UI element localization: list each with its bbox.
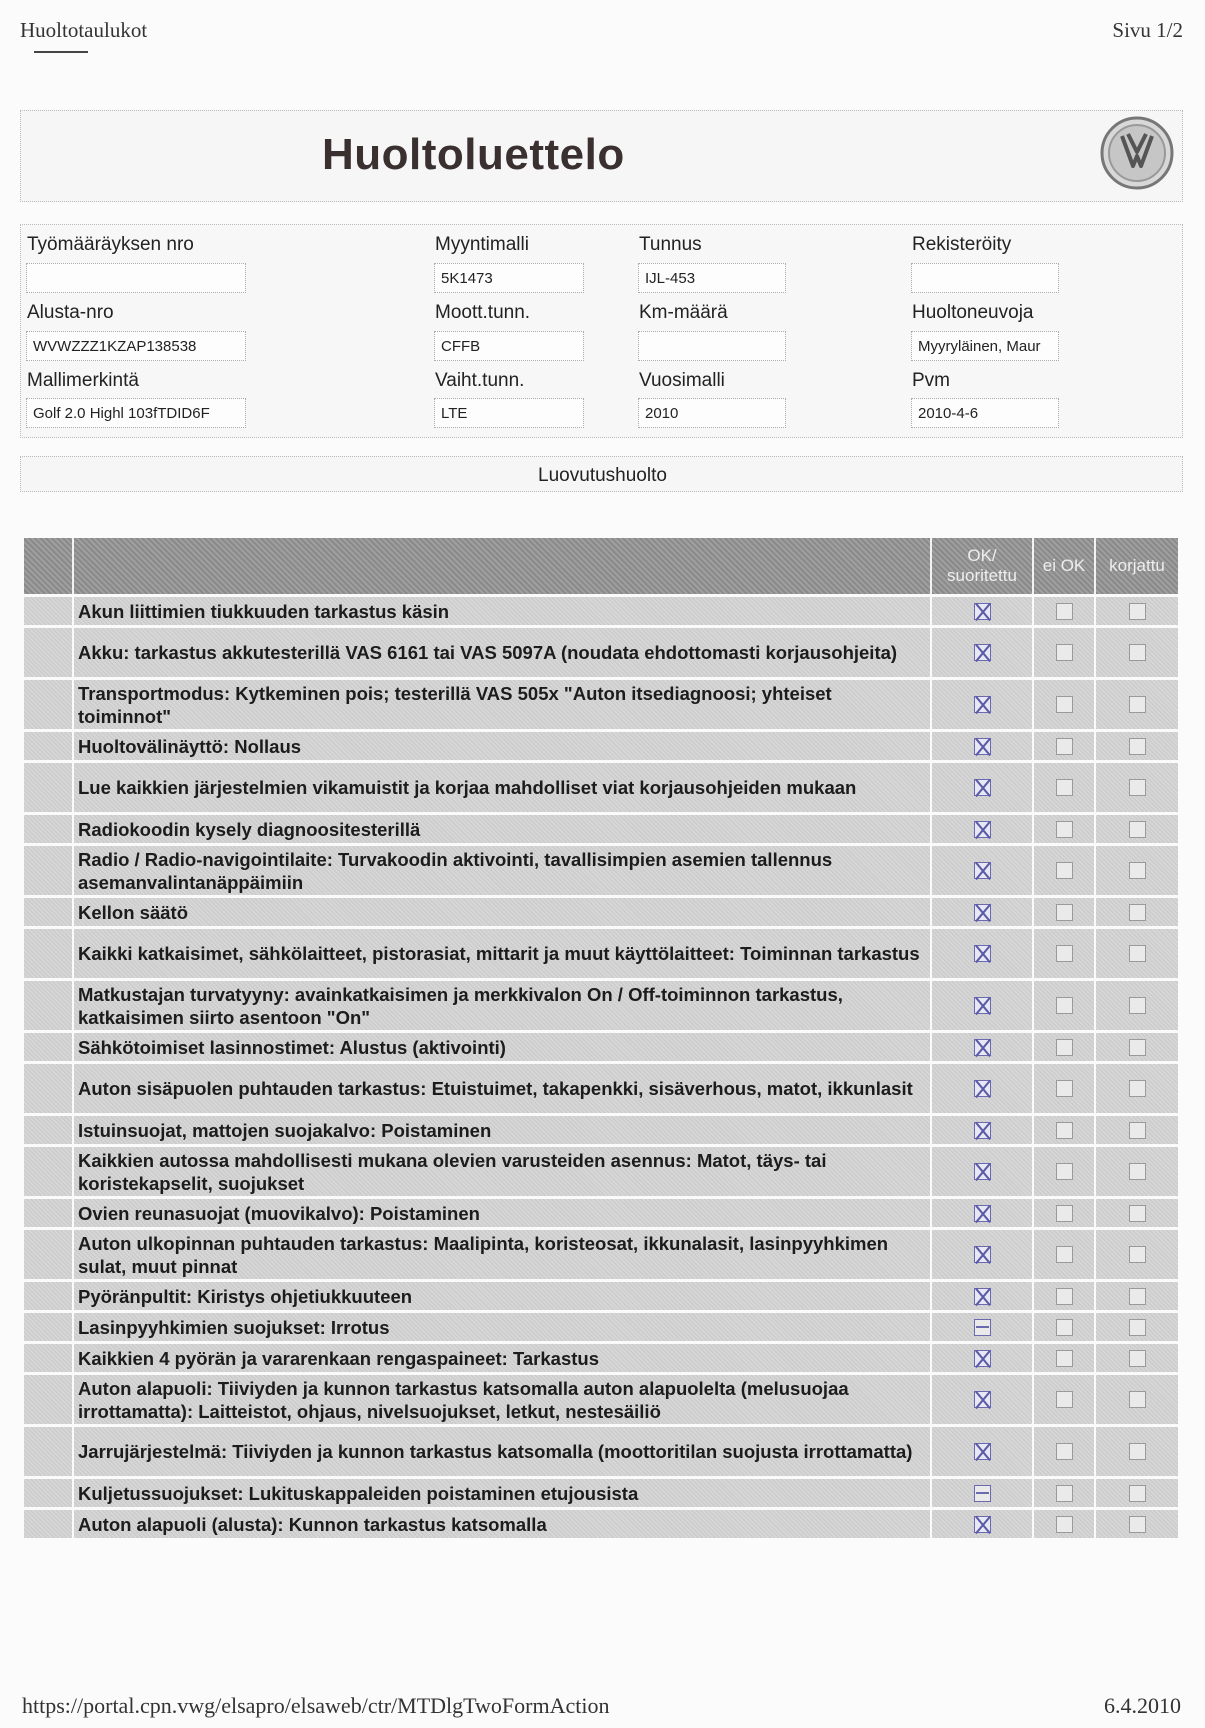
header-ok: OK/ suoritettu [930, 538, 1032, 594]
ok-cell [930, 1199, 1032, 1227]
checklist-table [24, 538, 1178, 1538]
row-marker [24, 1313, 72, 1341]
not-ok-cell [1032, 1479, 1094, 1507]
fixed-checkbox[interactable] [1129, 1516, 1146, 1533]
not-ok-cell [1032, 1510, 1094, 1538]
gearbox-field: LTE [434, 398, 584, 428]
km-field [638, 331, 786, 361]
ok-checkbox[interactable] [974, 997, 991, 1014]
table-row [24, 812, 1178, 843]
fixed-cell [1094, 1375, 1178, 1424]
label-engine: Moott.tunn. [435, 302, 531, 323]
fixed-cell [1094, 1344, 1178, 1372]
task-text: Akku: tarkastus akkutesterillä VAS 6161 tai VAS 5097A (noudata ehdottomasti korjausohjeita) [72, 628, 930, 677]
ok-checkbox[interactable] [974, 1485, 991, 1502]
not-ok-checkbox[interactable] [1056, 779, 1073, 796]
label-advisor: Huoltoneuvoja [912, 302, 1034, 323]
fixed-cell [1094, 628, 1178, 677]
fixed-cell [1094, 846, 1178, 895]
task-text: Istuinsuojat, mattojen suojakalvo: Poistaminen [72, 1116, 930, 1144]
task-text: Auton alapuoli (alusta): Kunnon tarkastus katsomalla [72, 1510, 930, 1538]
fixed-checkbox[interactable] [1129, 603, 1146, 620]
not-ok-checkbox[interactable] [1056, 696, 1073, 713]
fixed-checkbox[interactable] [1129, 1080, 1146, 1097]
row-marker [24, 1230, 72, 1279]
task-text: Lue kaikkien järjestelmien vikamuistit ja korjaa mahdolliset viat korjausohjeiden mukaan [72, 763, 930, 812]
table-row [24, 1196, 1178, 1227]
ok-checkbox[interactable] [974, 821, 991, 838]
fixed-cell [1094, 1064, 1178, 1113]
table-row [24, 1061, 1178, 1113]
fixed-cell [1094, 898, 1178, 926]
footer-url: https://portal.cpn.vwg/elsapro/elsaweb/ctr/MTDlgTwoFormAction [22, 1693, 610, 1718]
registered-field [911, 263, 1059, 293]
not-ok-checkbox[interactable] [1056, 603, 1073, 620]
ok-cell [930, 732, 1032, 760]
task-text: Kaikkien autossa mahdollisesti mukana olevien varusteiden asennus: Matot, täys- tai koristekapselit, suojukset [72, 1147, 930, 1196]
row-marker [24, 1427, 72, 1476]
not-ok-checkbox[interactable] [1056, 1122, 1073, 1139]
fixed-cell [1094, 732, 1178, 760]
task-text: Sähkötoimiset lasinnostimet: Alustus (aktivointi) [72, 1033, 930, 1061]
ok-cell [930, 1230, 1032, 1279]
not-ok-checkbox[interactable] [1056, 1485, 1073, 1502]
table-row [24, 978, 1178, 1030]
row-marker [24, 815, 72, 843]
not-ok-cell [1032, 1344, 1094, 1372]
ok-checkbox[interactable] [974, 1516, 991, 1533]
ok-checkbox[interactable] [974, 1080, 991, 1097]
not-ok-cell [1032, 1147, 1094, 1196]
task-text: Auton sisäpuolen puhtauden tarkastus: Etuistuimet, takapenkki, sisäverhous, matot, ikkunlasit [72, 1064, 930, 1113]
header-underline [34, 51, 88, 53]
ok-checkbox[interactable] [974, 779, 991, 796]
task-text: Huoltovälinäyttö: Nollaus [72, 732, 930, 760]
not-ok-cell [1032, 763, 1094, 812]
table-row [24, 843, 1178, 895]
fixed-checkbox[interactable] [1129, 1443, 1146, 1460]
ok-cell [930, 1344, 1032, 1372]
ok-checkbox[interactable] [974, 862, 991, 879]
sales-model-field: 5K1473 [434, 263, 584, 293]
not-ok-cell [1032, 1033, 1094, 1061]
not-ok-checkbox[interactable] [1056, 945, 1073, 962]
fixed-cell [1094, 981, 1178, 1030]
not-ok-checkbox[interactable] [1056, 1080, 1073, 1097]
ok-checkbox[interactable] [974, 644, 991, 661]
tunnus-field: IJL-453 [638, 263, 786, 293]
row-marker [24, 597, 72, 625]
fixed-cell [1094, 1313, 1178, 1341]
label-order-no: Työmääräyksen nro [27, 234, 194, 255]
not-ok-checkbox[interactable] [1056, 1205, 1073, 1222]
label-chassis: Alusta-nro [27, 302, 114, 323]
ok-cell [930, 929, 1032, 978]
fixed-cell [1094, 1033, 1178, 1061]
not-ok-cell [1032, 981, 1094, 1030]
ok-checkbox[interactable] [974, 1122, 991, 1139]
ok-checkbox[interactable] [974, 1039, 991, 1056]
fixed-cell [1094, 815, 1178, 843]
task-text: Auton ulkopinnan puhtauden tarkastus: Maalipinta, koristeosat, ikkunalasit, lasinpyyhkimen sulat, muut pinnat [72, 1230, 930, 1279]
not-ok-cell [1032, 1282, 1094, 1310]
row-marker [24, 981, 72, 1030]
not-ok-cell [1032, 1116, 1094, 1144]
task-text: Kaikki katkaisimet, sähkölaitteet, pistorasiat, mittarit ja muut käyttölaitteet: Toiminnan tarkastus [72, 929, 930, 978]
fixed-checkbox[interactable] [1129, 738, 1146, 755]
vw-logo-icon [1100, 116, 1174, 190]
table-row [24, 594, 1178, 625]
ok-checkbox[interactable] [974, 945, 991, 962]
not-ok-checkbox[interactable] [1056, 1443, 1073, 1460]
table-row [24, 1372, 1178, 1424]
fixed-cell [1094, 763, 1178, 812]
ok-cell [930, 1375, 1032, 1424]
not-ok-checkbox[interactable] [1056, 821, 1073, 838]
table-row [24, 1476, 1178, 1507]
not-ok-checkbox[interactable] [1056, 1350, 1073, 1367]
table-row [24, 926, 1178, 978]
label-registered: Rekisteröity [912, 234, 1012, 255]
fixed-checkbox[interactable] [1129, 1163, 1146, 1180]
ok-checkbox[interactable] [974, 1350, 991, 1367]
label-km: Km-määrä [639, 302, 728, 323]
not-ok-cell [1032, 1199, 1094, 1227]
row-marker [24, 1033, 72, 1061]
row-marker [24, 1282, 72, 1310]
not-ok-cell [1032, 815, 1094, 843]
fixed-cell [1094, 1147, 1178, 1196]
not-ok-cell [1032, 1064, 1094, 1113]
fixed-cell [1094, 1116, 1178, 1144]
ok-cell [930, 1033, 1032, 1061]
ok-cell [930, 1064, 1032, 1113]
not-ok-checkbox[interactable] [1056, 1516, 1073, 1533]
ok-cell [930, 1427, 1032, 1476]
table-row [24, 1144, 1178, 1196]
ok-cell [930, 1313, 1032, 1341]
table-row [24, 1507, 1178, 1538]
not-ok-cell [1032, 732, 1094, 760]
table-row [24, 1113, 1178, 1144]
table-body [24, 594, 1178, 1538]
row-marker [24, 898, 72, 926]
label-tunnus: Tunnus [639, 234, 702, 255]
ok-checkbox[interactable] [974, 1163, 991, 1180]
task-text: Matkustajan turvatyyny: avainkatkaisimen ja merkkivalon On / Off-toiminnon tarkastus, katkaisimen siirto asentoon "On" [72, 981, 930, 1030]
table-row [24, 1310, 1178, 1341]
row-marker [24, 1479, 72, 1507]
ok-cell [930, 763, 1032, 812]
row-marker [24, 1510, 72, 1538]
fixed-checkbox[interactable] [1129, 862, 1146, 879]
fixed-cell [1094, 1427, 1178, 1476]
row-marker [24, 929, 72, 978]
section-title: Luovutushuolto [538, 465, 667, 486]
not-ok-checkbox[interactable] [1056, 644, 1073, 661]
ok-cell [930, 981, 1032, 1030]
task-text: Ovien reunasuojat (muovikalvo): Poistaminen [72, 1199, 930, 1227]
fixed-checkbox[interactable] [1129, 1485, 1146, 1502]
chassis-field: WVWZZZ1KZAP138538 [26, 331, 246, 361]
fixed-checkbox[interactable] [1129, 1122, 1146, 1139]
footer-date: 6.4.2010 [1104, 1693, 1181, 1718]
row-marker [24, 628, 72, 677]
fixed-cell [1094, 680, 1178, 729]
table-row [24, 895, 1178, 926]
fixed-checkbox[interactable] [1129, 1246, 1146, 1263]
ok-cell [930, 628, 1032, 677]
header-fixed: korjattu [1094, 538, 1178, 594]
ok-cell [930, 1479, 1032, 1507]
not-ok-checkbox[interactable] [1056, 1039, 1073, 1056]
row-marker [24, 1344, 72, 1372]
ok-checkbox[interactable] [974, 1246, 991, 1263]
not-ok-cell [1032, 1313, 1094, 1341]
ok-cell [930, 1282, 1032, 1310]
not-ok-cell [1032, 1375, 1094, 1424]
ok-checkbox[interactable] [974, 1391, 991, 1408]
task-text: Lasinpyyhkimien suojukset: Irrotus [72, 1313, 930, 1341]
ok-checkbox[interactable] [974, 738, 991, 755]
ok-cell [930, 597, 1032, 625]
fixed-cell [1094, 597, 1178, 625]
table-row [24, 625, 1178, 677]
table-row [24, 1030, 1178, 1061]
not-ok-checkbox[interactable] [1056, 1163, 1073, 1180]
not-ok-checkbox[interactable] [1056, 1288, 1073, 1305]
date-field: 2010-4-6 [911, 398, 1059, 428]
table-header [24, 538, 1178, 594]
ok-checkbox[interactable] [974, 603, 991, 620]
task-text: Radiokoodin kysely diagnoositesterillä [72, 815, 930, 843]
row-marker [24, 1375, 72, 1424]
fixed-checkbox[interactable] [1129, 1039, 1146, 1056]
not-ok-cell [1032, 1427, 1094, 1476]
header-task [72, 538, 930, 594]
label-model-name: Mallimerkintä [27, 370, 139, 391]
fixed-cell [1094, 1282, 1178, 1310]
not-ok-checkbox[interactable] [1056, 1246, 1073, 1263]
fixed-checkbox[interactable] [1129, 997, 1146, 1014]
header-not-ok: ei OK [1032, 538, 1094, 594]
fixed-checkbox[interactable] [1129, 821, 1146, 838]
engine-field: CFFB [434, 331, 584, 361]
fixed-checkbox[interactable] [1129, 696, 1146, 713]
ok-checkbox[interactable] [974, 1205, 991, 1222]
task-text: Kuljetussuojukset: Lukituskappaleiden poistaminen etujousista [72, 1479, 930, 1507]
fixed-cell [1094, 1230, 1178, 1279]
ok-cell [930, 1116, 1032, 1144]
row-marker [24, 680, 72, 729]
advisor-field: Myyryläinen, Maur [911, 331, 1059, 361]
task-text: Kaikkien 4 pyörän ja vararenkaan rengaspaineet: Tarkastus [72, 1344, 930, 1372]
table-row [24, 1227, 1178, 1279]
label-model-year: Vuosimalli [639, 370, 725, 391]
task-text: Jarrujärjestelmä: Tiiviyden ja kunnon tarkastus katsomalla (moottoritilan suojusta irrottamatta) [72, 1427, 930, 1476]
ok-cell [930, 680, 1032, 729]
ok-cell [930, 846, 1032, 895]
task-text: Pyöränpultit: Kiristys ohjetiukkuuteen [72, 1282, 930, 1310]
task-text: Auton alapuoli: Tiiviyden ja kunnon tarkastus katsomalla auton alapuolelta (melusuojaa irrottamatta): Laitteistot, ohjaus, nivelsuojukset, letkut, nestesäiliö [72, 1375, 930, 1424]
label-gearbox: Vaiht.tunn. [435, 370, 525, 391]
table-row [24, 677, 1178, 729]
ok-cell [930, 898, 1032, 926]
not-ok-checkbox[interactable] [1056, 997, 1073, 1014]
model-year-field: 2010 [638, 398, 786, 428]
not-ok-cell [1032, 929, 1094, 978]
ok-checkbox[interactable] [974, 696, 991, 713]
order-no-field [26, 263, 246, 293]
fixed-checkbox[interactable] [1129, 1350, 1146, 1367]
table-row [24, 760, 1178, 812]
fixed-checkbox[interactable] [1129, 1319, 1146, 1336]
fixed-checkbox[interactable] [1129, 904, 1146, 921]
model-name-field: Golf 2.0 Highl 103fTDID6F [26, 398, 246, 428]
task-text: Kellon säätö [72, 898, 930, 926]
not-ok-cell [1032, 597, 1094, 625]
not-ok-checkbox[interactable] [1056, 738, 1073, 755]
table-row [24, 1424, 1178, 1476]
not-ok-cell [1032, 1230, 1094, 1279]
ok-checkbox[interactable] [974, 1319, 991, 1336]
row-marker [24, 763, 72, 812]
fixed-checkbox[interactable] [1129, 1205, 1146, 1222]
row-marker [24, 1147, 72, 1196]
task-text: Transportmodus: Kytkeminen pois; testerillä VAS 505x "Auton itsediagnoosi; yhteiset toiminnot" [72, 680, 930, 729]
header-title: Huoltotaulukot [20, 18, 148, 42]
fixed-checkbox[interactable] [1129, 945, 1146, 962]
table-row [24, 729, 1178, 760]
fixed-checkbox[interactable] [1129, 1288, 1146, 1305]
fixed-checkbox[interactable] [1129, 644, 1146, 661]
row-marker [24, 732, 72, 760]
fixed-cell [1094, 1510, 1178, 1538]
ok-checkbox[interactable] [974, 904, 991, 921]
table-row [24, 1341, 1178, 1372]
not-ok-cell [1032, 846, 1094, 895]
not-ok-checkbox[interactable] [1056, 1319, 1073, 1336]
fixed-cell [1094, 929, 1178, 978]
header-blank [24, 538, 72, 594]
row-marker [24, 1116, 72, 1144]
row-marker [24, 1064, 72, 1113]
fixed-cell [1094, 1479, 1178, 1507]
row-marker [24, 1199, 72, 1227]
table-row [24, 1279, 1178, 1310]
page-title: Huoltoluettelo [322, 130, 625, 179]
task-text: Radio / Radio-navigointilaite: Turvakoodin aktivointi, tavallisimpien asemien tallennus asemanvalintanäppäimiin [72, 846, 930, 895]
label-date: Pvm [912, 370, 950, 391]
not-ok-cell [1032, 628, 1094, 677]
page-number: Sivu 1/2 [1112, 18, 1183, 42]
task-text: Akun liittimien tiukkuuden tarkastus käsin [72, 597, 930, 625]
not-ok-checkbox[interactable] [1056, 904, 1073, 921]
not-ok-checkbox[interactable] [1056, 1391, 1073, 1408]
ok-cell [930, 1147, 1032, 1196]
label-sales-model: Myyntimalli [435, 234, 529, 255]
not-ok-cell [1032, 680, 1094, 729]
ok-checkbox[interactable] [974, 1288, 991, 1305]
ok-cell [930, 815, 1032, 843]
not-ok-checkbox[interactable] [1056, 862, 1073, 879]
ok-checkbox[interactable] [974, 1443, 991, 1460]
not-ok-cell [1032, 898, 1094, 926]
fixed-checkbox[interactable] [1129, 779, 1146, 796]
ok-cell [930, 1510, 1032, 1538]
fixed-cell [1094, 1199, 1178, 1227]
fixed-checkbox[interactable] [1129, 1391, 1146, 1408]
row-marker [24, 846, 72, 895]
